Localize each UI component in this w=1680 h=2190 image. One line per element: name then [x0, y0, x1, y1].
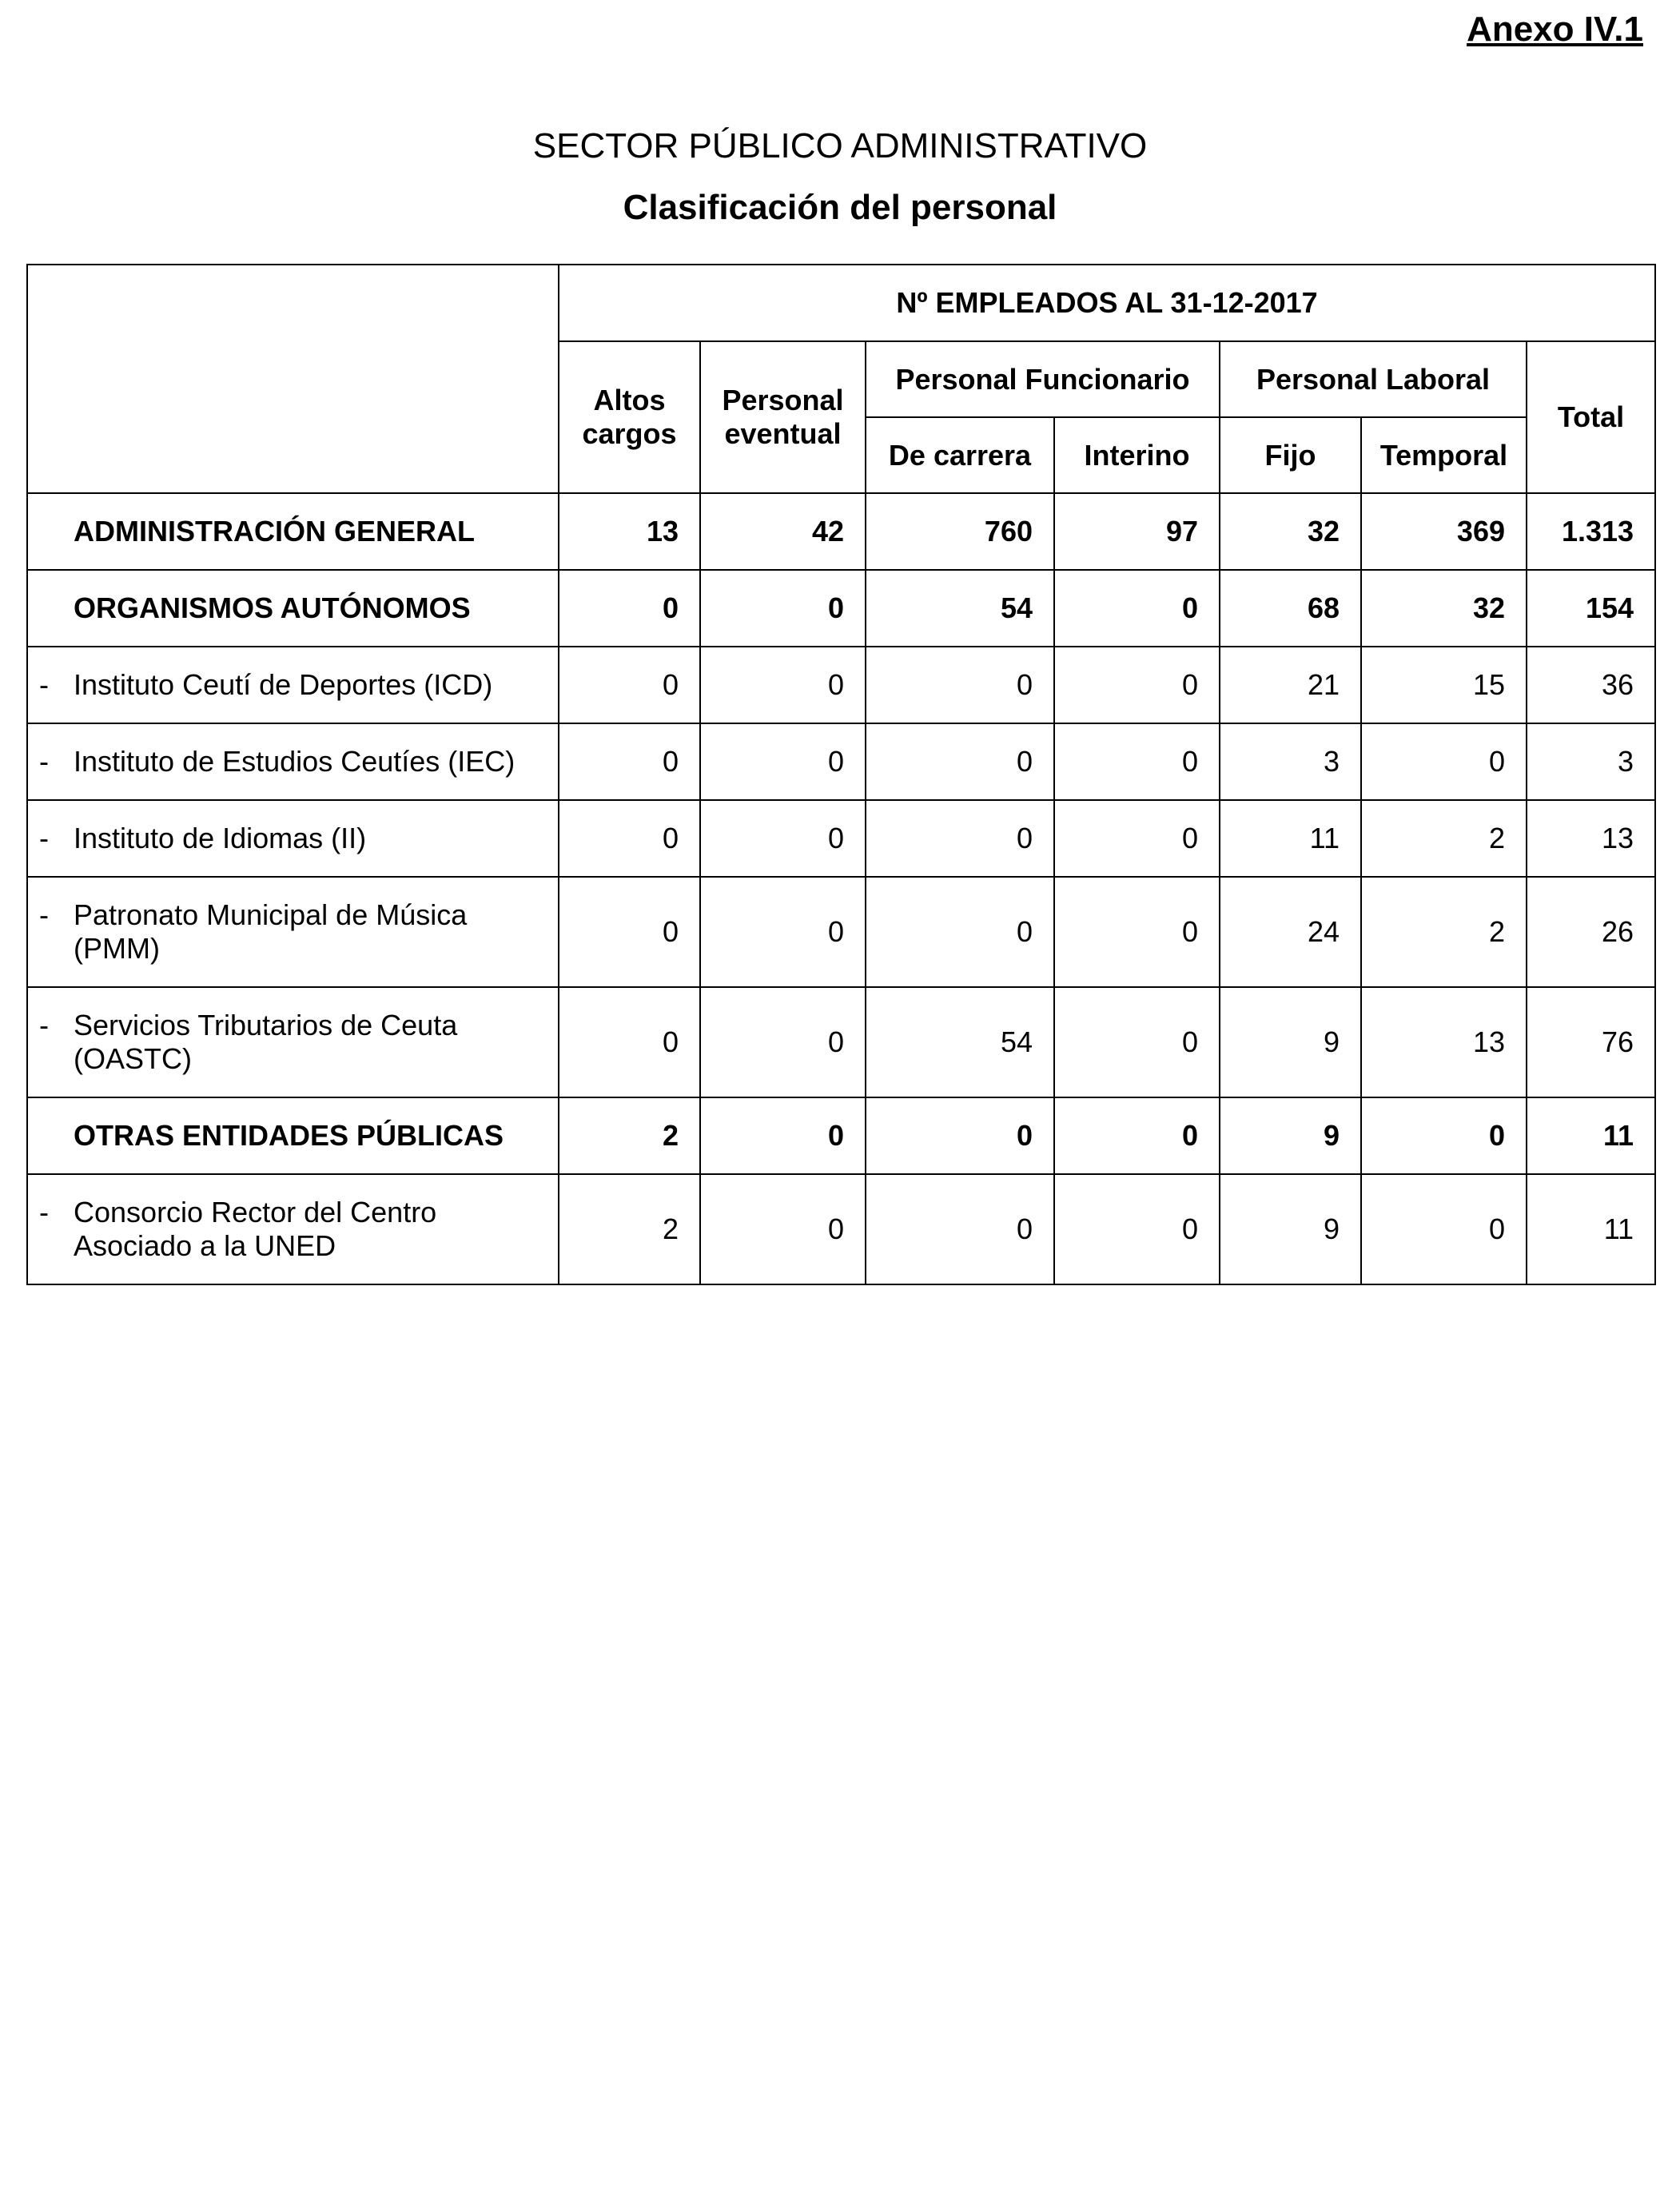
cell-fijo: 32 [1220, 493, 1361, 570]
cell-personal-eventual: 0 [700, 570, 866, 647]
row-label: OTRAS ENTIDADES PÚBLICAS [27, 1097, 559, 1174]
header-empty-cell [27, 265, 559, 493]
table-row [27, 493, 1655, 570]
cell-temporal: 369 [1361, 493, 1527, 570]
cell-personal-eventual: 0 [700, 987, 866, 1097]
cell-interino: 0 [1054, 647, 1220, 723]
cell-total: 1.313 [1527, 493, 1655, 570]
table-row [27, 723, 1655, 800]
cell-altos-cargos: 13 [559, 493, 700, 570]
row-label: - Instituto de Idiomas (II) [27, 800, 559, 877]
cell-de-carrera: 0 [866, 1174, 1054, 1284]
cell-altos-cargos: 0 [559, 647, 700, 723]
cell-personal-eventual: 0 [700, 1174, 866, 1284]
cell-altos-cargos: 2 [559, 1097, 700, 1174]
cell-interino: 0 [1054, 800, 1220, 877]
row-label: ADMINISTRACIÓN GENERAL [27, 493, 559, 570]
header-total: Total [1527, 341, 1655, 493]
cell-fijo: 9 [1220, 1174, 1361, 1284]
cell-temporal: 0 [1361, 723, 1527, 800]
annex-label: Anexo IV.1 [1467, 10, 1643, 49]
cell-de-carrera: 54 [866, 570, 1054, 647]
header-de-carrera: De carrera [866, 417, 1054, 493]
table-row [27, 1174, 1655, 1284]
cell-total: 13 [1527, 800, 1655, 877]
cell-total: 11 [1527, 1097, 1655, 1174]
row-label: - Servicios Tributarios de Ceuta (OASTC) [27, 987, 559, 1097]
header-altos-cargos: Altos cargos [559, 341, 700, 493]
table-row [27, 570, 1655, 647]
page-title: SECTOR PÚBLICO ADMINISTRATIVO [532, 126, 1148, 165]
table-row [27, 987, 1655, 1097]
cell-temporal: 13 [1361, 987, 1527, 1097]
cell-interino: 0 [1054, 1097, 1220, 1174]
cell-personal-eventual: 0 [700, 647, 866, 723]
header-personal-eventual: Personal eventual [700, 341, 866, 493]
cell-interino: 97 [1054, 493, 1220, 570]
cell-de-carrera: 0 [866, 723, 1054, 800]
cell-de-carrera: 0 [866, 647, 1054, 723]
table-row [27, 800, 1655, 877]
row-label: - Instituto de Estudios Ceutíes (IEC) [27, 723, 559, 800]
cell-fijo: 9 [1220, 1097, 1361, 1174]
cell-fijo: 68 [1220, 570, 1361, 647]
cell-de-carrera: 0 [866, 1097, 1054, 1174]
cell-temporal: 2 [1361, 877, 1527, 987]
cell-fijo: 3 [1220, 723, 1361, 800]
cell-temporal: 0 [1361, 1097, 1527, 1174]
header-temporal: Temporal [1361, 417, 1527, 493]
header-group-label: Nº EMPLEADOS AL 31-12-2017 [559, 265, 1655, 341]
cell-de-carrera: 54 [866, 987, 1054, 1097]
table-row [27, 877, 1655, 987]
cell-total: 26 [1527, 877, 1655, 987]
cell-altos-cargos: 0 [559, 800, 700, 877]
table-row [27, 647, 1655, 723]
cell-interino: 0 [1054, 987, 1220, 1097]
cell-interino: 0 [1054, 877, 1220, 987]
cell-de-carrera: 760 [866, 493, 1054, 570]
cell-temporal: 2 [1361, 800, 1527, 877]
cell-personal-eventual: 0 [700, 800, 866, 877]
row-label: - Patronato Municipal de Música (PMM) [27, 877, 559, 987]
cell-total: 3 [1527, 723, 1655, 800]
cell-total: 76 [1527, 987, 1655, 1097]
cell-altos-cargos: 0 [559, 877, 700, 987]
cell-total: 154 [1527, 570, 1655, 647]
cell-altos-cargos: 2 [559, 1174, 700, 1284]
cell-interino: 0 [1054, 570, 1220, 647]
cell-fijo: 21 [1220, 647, 1361, 723]
cell-altos-cargos: 0 [559, 570, 700, 647]
cell-altos-cargos: 0 [559, 723, 700, 800]
cell-total: 11 [1527, 1174, 1655, 1284]
cell-personal-eventual: 0 [700, 723, 866, 800]
cell-fijo: 24 [1220, 877, 1361, 987]
cell-interino: 0 [1054, 723, 1220, 800]
header-personal-funcionario: Personal Funcionario [866, 341, 1220, 417]
cell-total: 36 [1527, 647, 1655, 723]
cell-temporal: 15 [1361, 647, 1527, 723]
header-personal-laboral: Personal Laboral [1220, 341, 1527, 417]
row-label: ORGANISMOS AUTÓNOMOS [27, 570, 559, 647]
header-fijo: Fijo [1220, 417, 1361, 493]
cell-interino: 0 [1054, 1174, 1220, 1284]
table-row [27, 1097, 1655, 1174]
cell-personal-eventual: 42 [700, 493, 866, 570]
cell-temporal: 0 [1361, 1174, 1527, 1284]
cell-de-carrera: 0 [866, 877, 1054, 987]
cell-de-carrera: 0 [866, 800, 1054, 877]
cell-personal-eventual: 0 [700, 877, 866, 987]
cell-altos-cargos: 0 [559, 987, 700, 1097]
row-label: - Consorcio Rector del Centro Asociado a la UNED [27, 1174, 559, 1284]
cell-fijo: 11 [1220, 800, 1361, 877]
header-interino: Interino [1054, 417, 1220, 493]
cell-personal-eventual: 0 [700, 1097, 866, 1174]
personnel-table [26, 264, 1656, 1285]
cell-fijo: 9 [1220, 987, 1361, 1097]
page-subtitle: Clasificación del personal [623, 188, 1057, 227]
row-label: - Instituto Ceutí de Deportes (ICD) [27, 647, 559, 723]
cell-temporal: 32 [1361, 570, 1527, 647]
